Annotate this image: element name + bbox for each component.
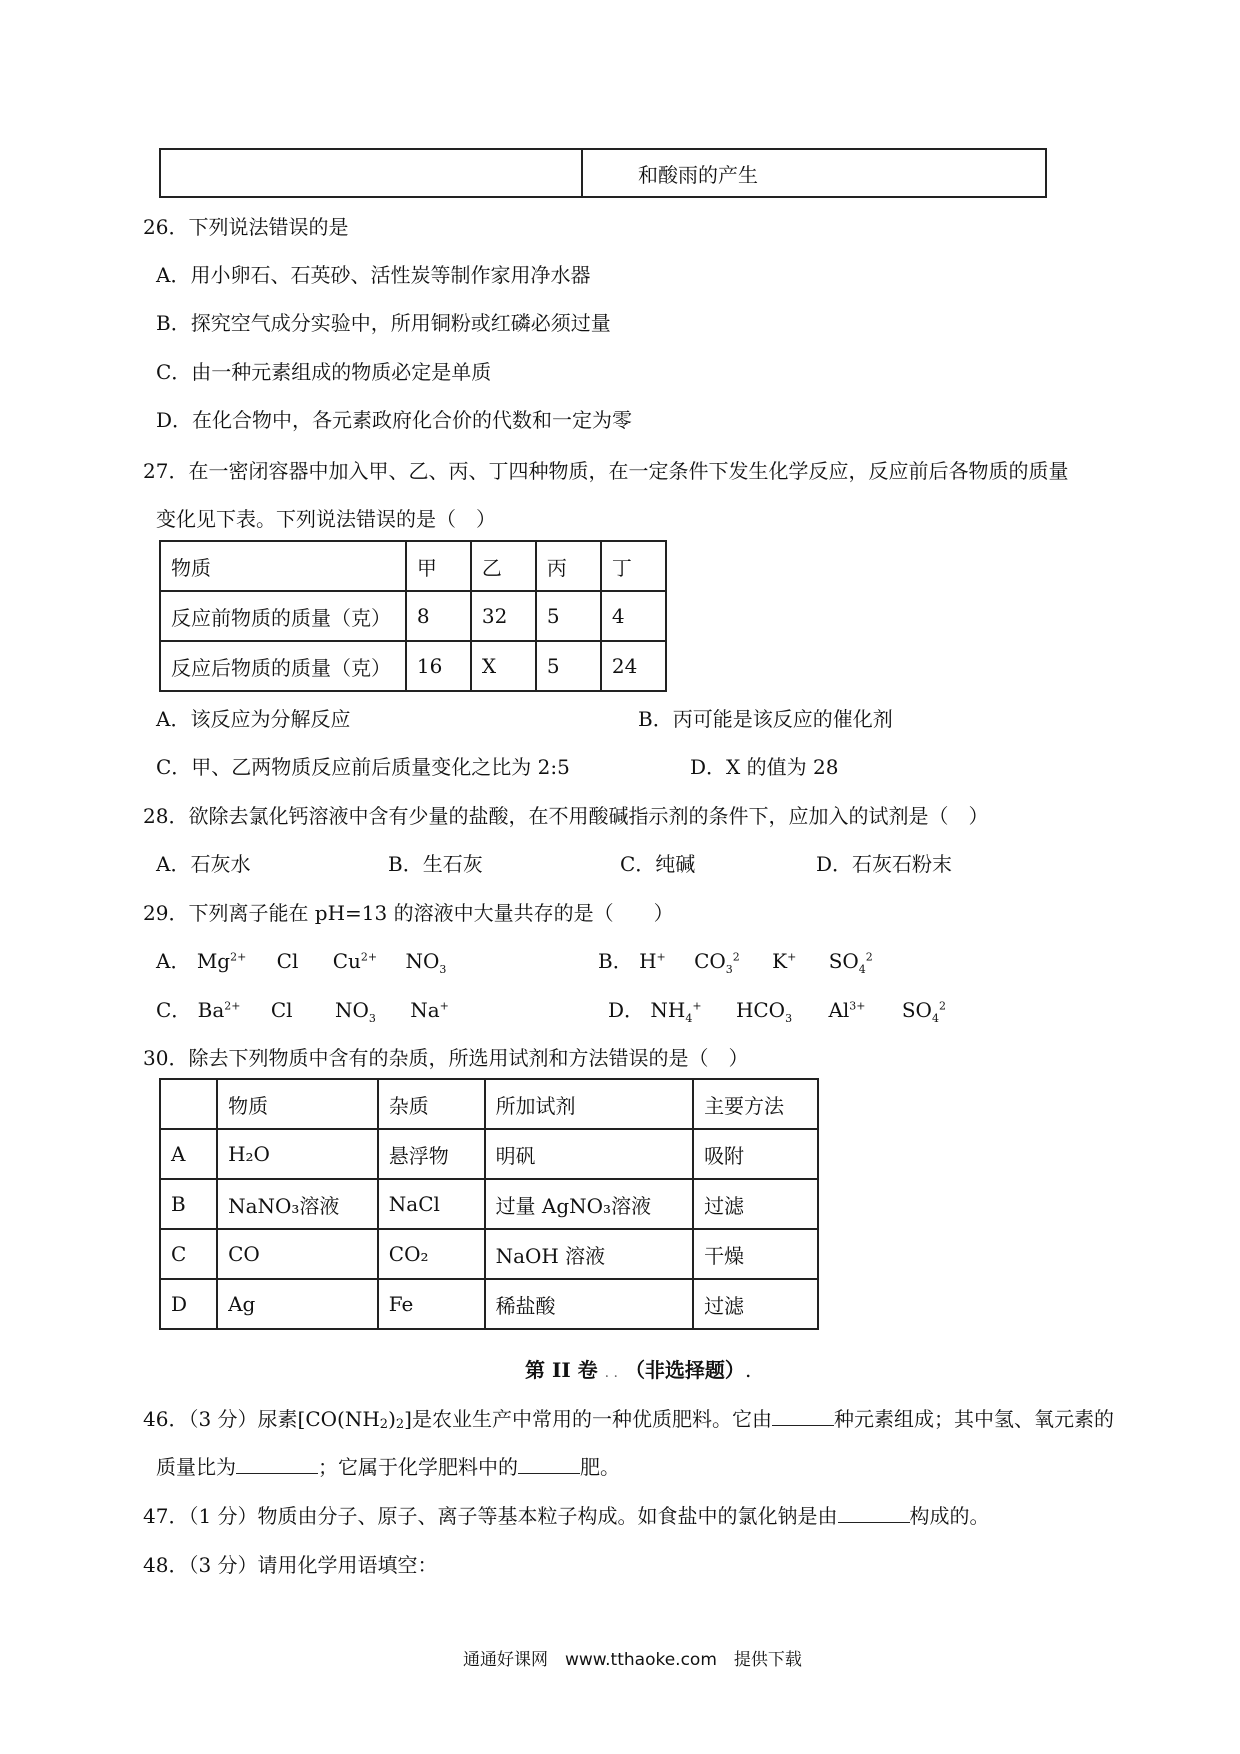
q27-option-c: C．甲、乙两物质反应前后质量变化之比为 2:5 xyxy=(156,755,570,779)
q30-cell: D xyxy=(160,1279,217,1329)
q30-cell: 稀盐酸 xyxy=(485,1279,694,1329)
q28-option-d: D．石灰石粉末 xyxy=(816,852,953,876)
q46-blank-3[interactable] xyxy=(518,1455,580,1474)
q29-stem: 29．下列离子能在 pH=13 的溶液中大量共存的是（ ） xyxy=(143,901,674,925)
q30-cell: C xyxy=(160,1229,217,1279)
q27-cell: X xyxy=(471,641,536,691)
q30-header-cell: 物质 xyxy=(217,1079,378,1129)
top-table-right-cell: 和酸雨的产生 xyxy=(582,149,1046,197)
q30-cell: A xyxy=(160,1129,217,1179)
q27-cell: 4 xyxy=(601,591,666,641)
q27-stem-line2: 变化见下表。下列说法错误的是（ ） xyxy=(156,507,496,531)
q46-line1: 46．（3 分）尿素[CO(NH2)2]是农业生产中常用的一种优质肥料。它由 种元素组成；其中氢、氧元素的 xyxy=(143,1407,1114,1432)
q27-header-cell: 丁 xyxy=(601,541,666,591)
q29-option-a xyxy=(156,945,446,976)
q27-cell: 24 xyxy=(601,641,666,691)
ion: Na+ xyxy=(410,998,449,1022)
q27-cell: 8 xyxy=(406,591,471,641)
ion: $NO_3$ xyxy=(334,998,376,1025)
q29-b-label: B． xyxy=(598,949,633,973)
ion: Cl xyxy=(270,998,293,1022)
q30-cell: NaCl xyxy=(378,1179,485,1229)
q27-cell: 反应后物质的质量（克） xyxy=(160,641,406,691)
q27-option-a: A．该反应为分解反应 xyxy=(156,707,351,731)
q30-cell: H₂O xyxy=(217,1129,378,1179)
q30-cell: B xyxy=(160,1179,217,1229)
q27-header-cell: 乙 xyxy=(471,541,536,591)
section-2-subtitle: （非选择题） xyxy=(624,1358,745,1382)
q26-option-c: C．由一种元素组成的物质必定是单质 xyxy=(156,360,492,384)
q30-cell: Ag xyxy=(217,1279,378,1329)
q30-cell: 过量 AgNO₃溶液 xyxy=(485,1179,694,1229)
q30-cell: 过滤 xyxy=(693,1179,818,1229)
q27-header-cell: 甲 xyxy=(406,541,471,591)
q27-header-cell: 物质 xyxy=(160,541,406,591)
q30-table xyxy=(159,1078,819,1330)
q27-cell: 32 xyxy=(471,591,536,641)
ion: $CO_3^2$ xyxy=(694,949,740,976)
ion: $HCO_3$ xyxy=(735,998,793,1025)
q29-a-label: A． xyxy=(156,949,191,973)
q27-cell: 5 xyxy=(536,591,601,641)
q27-header-cell: 丙 xyxy=(536,541,601,591)
q26-option-a: A．用小卵石、石英砂、活性炭等制作家用净水器 xyxy=(156,263,591,287)
q27-option-b: B．丙可能是该反应的催化剂 xyxy=(638,707,893,731)
ion: $SO_4^2$ xyxy=(828,949,873,976)
q47-line: 47．（1 分）物质由分子、原子、离子等基本粒子构成。如食盐中的氯化钠是由 构成的。 xyxy=(143,1504,990,1528)
q46-blank-1[interactable] xyxy=(772,1407,834,1426)
ion: $Mg^{2+}$ xyxy=(196,949,247,973)
q28-stem: 28．欲除去氯化钙溶液中含有少量的盐酸，在不用酸碱指示剂的条件下，应加入的试剂是（ ） xyxy=(143,804,989,828)
ion: Cl xyxy=(276,949,299,973)
q28-option-c: C．纯碱 xyxy=(620,852,696,876)
section-2-heading xyxy=(525,1354,751,1383)
ion: $Cu^{2+}$ xyxy=(332,949,378,973)
q27-cell: 5 xyxy=(536,641,601,691)
ion: $NO_3$ xyxy=(405,949,447,976)
ion: $SO_4^2$ xyxy=(901,998,946,1025)
q27-table xyxy=(159,540,667,692)
q48-line: 48．（3 分）请用化学用语填空： xyxy=(143,1553,438,1577)
q30-header-cell: 杂质 xyxy=(378,1079,485,1129)
q30-cell: NaNO₃溶液 xyxy=(217,1179,378,1229)
q30-cell: 吸附 xyxy=(693,1129,818,1179)
section-2-title: 第 II 卷 xyxy=(525,1358,598,1382)
q27-option-d: D．X 的值为 28 xyxy=(690,755,839,779)
section-2-dots: . . xyxy=(604,1365,618,1381)
q28-option-b: B．生石灰 xyxy=(388,852,483,876)
section-2-tail: . xyxy=(744,1358,752,1382)
q30-header-cell: 所加试剂 xyxy=(485,1079,694,1129)
top-table xyxy=(159,148,1047,198)
q30-header-cell: 主要方法 xyxy=(693,1079,818,1129)
q29-option-c xyxy=(156,994,449,1025)
q30-header-cell xyxy=(160,1079,217,1129)
q26-option-b: B．探究空气成分实验中，所用铜粉或红磷必须过量 xyxy=(156,311,611,335)
q30-cell: 悬浮物 xyxy=(378,1129,485,1179)
ion: K+ xyxy=(772,949,797,973)
ion: $Al^{3+}$ xyxy=(828,998,866,1022)
q29-d-label: D． xyxy=(608,998,645,1022)
top-table-left-cell xyxy=(160,149,582,197)
q29-c-label: C． xyxy=(156,998,192,1022)
q30-cell: CO xyxy=(217,1229,378,1279)
q30-cell: Fe xyxy=(378,1279,485,1329)
q46-blank-2[interactable] xyxy=(236,1455,318,1474)
q28-option-a: A．石灰水 xyxy=(156,852,251,876)
q30-cell: CO₂ xyxy=(378,1229,485,1279)
q30-cell: 过滤 xyxy=(693,1279,818,1329)
ion: $NH_4^+$ xyxy=(650,998,702,1025)
q46-line2: 质量比为 ；它属于化学肥料中的 肥。 xyxy=(156,1455,620,1479)
q27-cell: 16 xyxy=(406,641,471,691)
q30-cell: NaOH 溶液 xyxy=(485,1229,694,1279)
q30-cell: 干燥 xyxy=(693,1229,818,1279)
q26-option-d: D．在化合物中，各元素政府化合价的代数和一定为零 xyxy=(156,408,633,432)
q29-option-d xyxy=(608,994,946,1025)
q30-cell: 明矾 xyxy=(485,1129,694,1179)
ion: H+ xyxy=(639,949,666,973)
q29-option-b xyxy=(598,945,873,976)
page-footer: 通通好课网 www.tthaoke.com 提供下载 xyxy=(463,1650,802,1670)
q26-stem: 26．下列说法错误的是 xyxy=(143,215,349,239)
ion: $Ba^{2+}$ xyxy=(197,998,241,1022)
q47-blank[interactable] xyxy=(838,1504,910,1523)
q27-stem-line1: 27．在一密闭容器中加入甲、乙、丙、丁四种物质，在一定条件下发生化学反应，反应前后各物质的质量 xyxy=(143,459,1069,483)
q30-stem: 30．除去下列物质中含有的杂质，所选用试剂和方法错误的是（ ） xyxy=(143,1046,749,1070)
q27-cell: 反应前物质的质量（克） xyxy=(160,591,406,641)
